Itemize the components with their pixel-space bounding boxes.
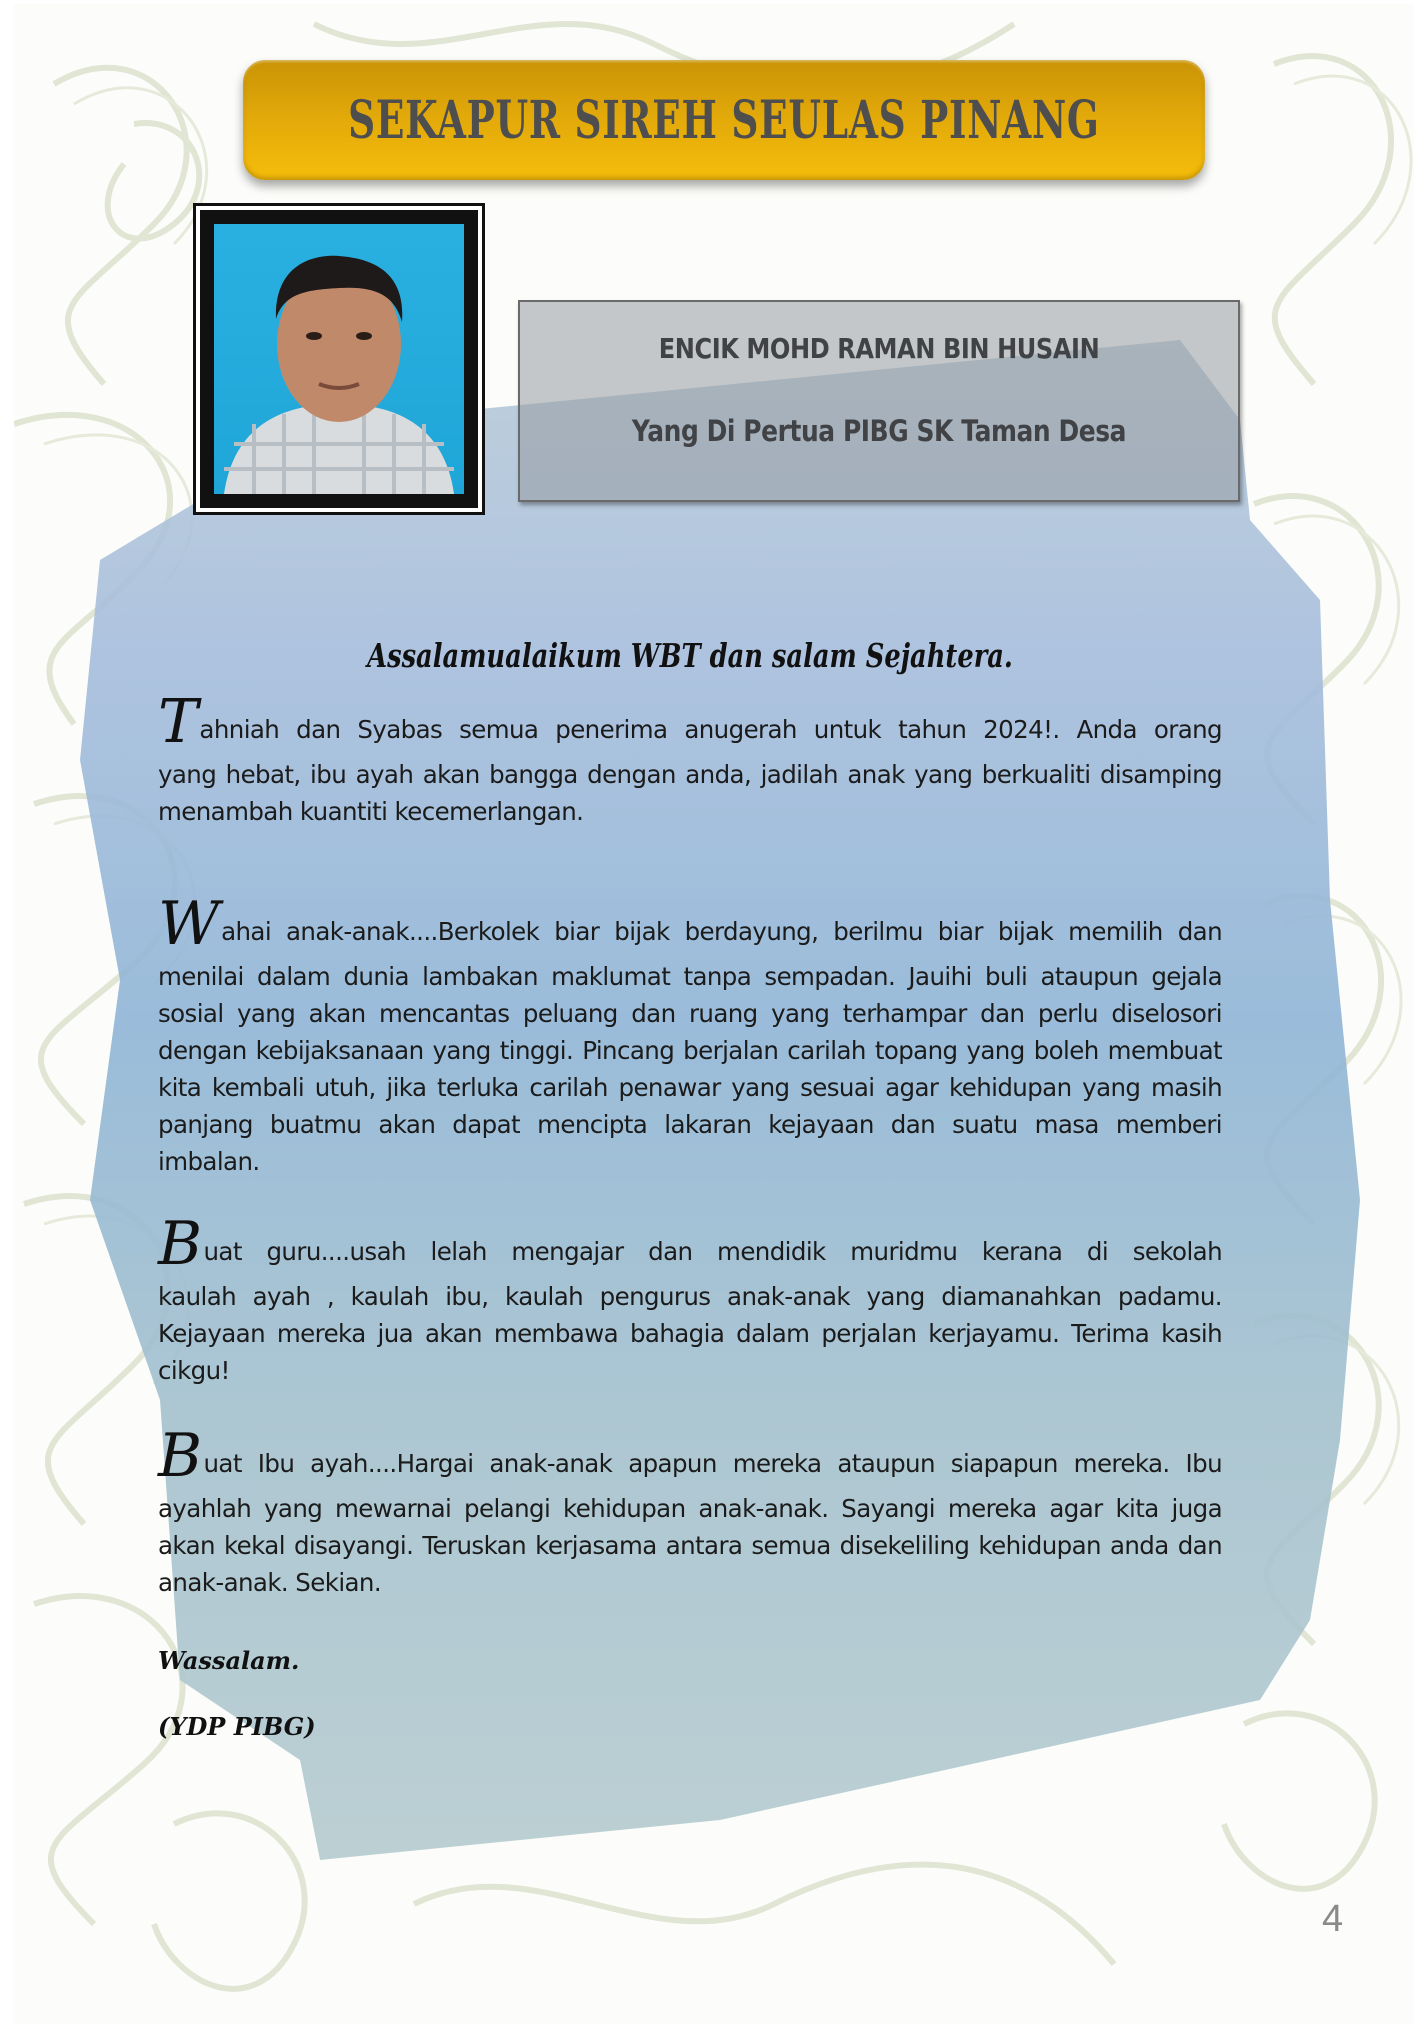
letter-paragraph [158, 687, 1222, 830]
letter-greeting: Assalamualaikum WBT dan salam Sejahtera. [367, 636, 1013, 675]
letter-paragraph [158, 1209, 1222, 1389]
dropcap: W [158, 889, 220, 959]
paragraph-body: kaulah ayah , kaulah ibu, kaulah pengurus anak-anak yang diamanahkan padamu. Kejayaan mereka jua akan membawa bahagia dalam perjalan kerjayamu. Terima kasih cikgu! [158, 1282, 1222, 1385]
letter-signature: (YDP PIBG) [158, 1712, 316, 1741]
dropcap: B [158, 1209, 202, 1279]
page-title-banner [243, 60, 1205, 180]
paragraph-first-line: Buat guru....usah lelah mengajar dan mendidik muridmu kerana di sekolah [158, 1209, 1222, 1279]
dropcap: T [158, 687, 198, 757]
page-number: 4 [1322, 1898, 1344, 1940]
page-title: SEKAPUR SIREH SEULAS PINANG [348, 89, 1100, 151]
paragraph-first-line: Buat Ibu ayah....Hargai anak-anak apapun mereka ataupun siapapun mereka. Ibu [158, 1421, 1222, 1491]
paragraph-first-line: Wahai anak-anak....Berkolek biar bijak berdayung, berilmu biar bijak memilih dan [158, 889, 1222, 959]
portrait-photo [214, 224, 464, 494]
dropcap: B [158, 1421, 202, 1491]
profile-name-box [518, 300, 1240, 502]
portrait-frame [196, 206, 482, 512]
letter-paragraph [158, 889, 1222, 1180]
person-silhouette-icon [214, 224, 464, 494]
letter-signoff: Wassalam. [158, 1646, 300, 1675]
paragraph-body: ayahlah yang mewarnai pelangi kehidupan anak-anak. Sayangi mereka agar kita juga akan kekal disayangi. Teruskan kerjasama antara semua disekeliling kehidupan anda dan anak-anak. Sekian. [158, 1494, 1222, 1597]
paragraph-body: yang hebat, ibu ayah akan bangga dengan anda, jadilah anak yang berkualiti disamping menambah kuantiti kecemerlangan. [158, 760, 1222, 826]
letter-paragraph [158, 1421, 1222, 1601]
paragraph-first-line: Tahniah dan Syabas semua penerima anugerah untuk tahun 2024!. Anda orang [158, 687, 1222, 757]
paragraph-body: menilai dalam dunia lambakan maklumat tanpa sempadan. Jauihi buli ataupun gejala sosial yang akan mencantas peluang dan ruang yang terhampar dan perlu diselosori dengan kebijaksanaan yang tinggi. Pincang berjalan carilah topang yang boleh membuat kita kembali utuh, jika terluka carilah penawar yang sesuai agar kehidupan yang masih panjang buatmu akan dapat mencipta lakaran kejayaan dan suatu masa memberi imbalan. [158, 962, 1222, 1176]
profile-role: Yang Di Pertua PIBG SK Taman Desa [631, 414, 1127, 448]
profile-name: ENCIK MOHD RAMAN BIN HUSAIN [658, 332, 1100, 365]
